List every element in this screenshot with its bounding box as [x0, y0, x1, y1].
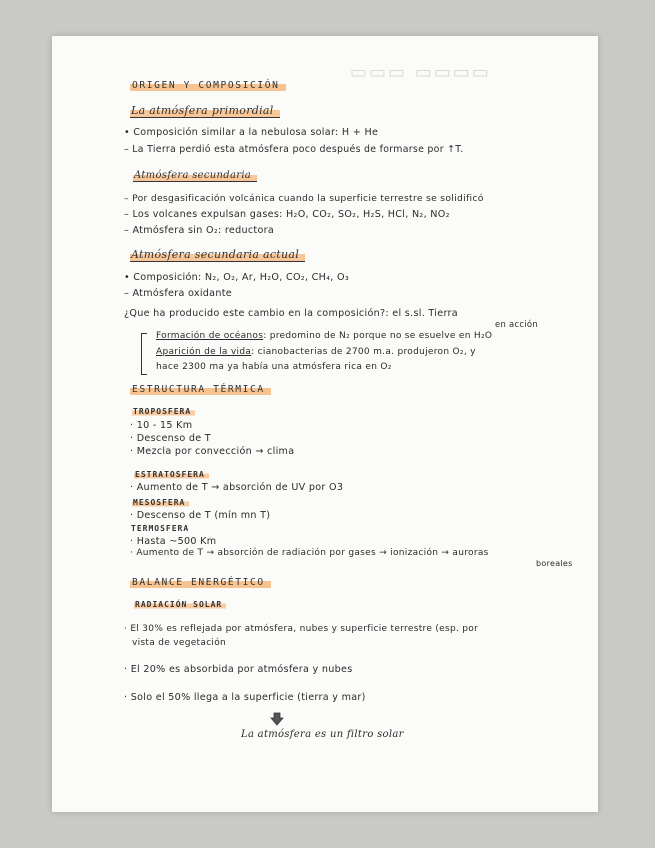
layer-estratosfera: ESTRATOSFERA	[134, 470, 209, 479]
troposfera-item-3: · Mezcla por convección → clima	[130, 446, 295, 457]
bullet-actual-2: – Atmósfera oxidante	[124, 288, 232, 299]
question-note: en acción	[495, 319, 538, 329]
bullet-primordial-2: – La Tierra perdió esta atmósfera poco después de formarse por ↑T.	[124, 144, 464, 155]
causes-bracket	[141, 333, 147, 375]
troposfera-item-2: · Descenso de T	[130, 433, 211, 444]
termosfera-item-1: · Hasta ~500 Km	[130, 536, 217, 547]
troposfera-item-1: · 10 - 15 Km	[130, 420, 193, 431]
bullet-secundaria-1: – Por desgasificación volcánica cuando la superficie terrestre se solidificó	[124, 193, 484, 204]
bullet-secundaria-2: – Los volcanes expulsan gases: H₂O, CO₂, SO₂, H₂S, HCl, N₂, NO₂	[124, 209, 450, 220]
balance-item-1: · El 30% es reflejada por atmósfera, nubes y superficie terrestre (esp. por	[124, 624, 479, 634]
cause-oceans-title: Formación de océanos	[156, 331, 264, 341]
layer-termosfera: TERMOSFERA	[131, 524, 190, 533]
heading-estructura: ESTRUCTURA TÉRMICA	[130, 384, 271, 396]
layer-mesosfera: MESOSFERA	[132, 498, 189, 507]
termosfera-item-2: · Aumento de T → absorción de radiación por gases → ionización → auroras	[130, 548, 489, 558]
subheading-primordial: La atmósfera primordial	[130, 104, 280, 118]
estratosfera-item-1: · Aumento de T → absorción de UV por O3	[130, 482, 344, 493]
cause-life-text: : cianobacterias de 2700 m.a. produjeron O₂, y	[251, 347, 476, 357]
balance-item-1-cont: vista de vegetación	[132, 638, 227, 648]
layer-troposfera: TROPOSFERA	[132, 407, 195, 416]
subheading-secundaria: Atmósfera secundaria	[133, 170, 257, 182]
bullet-primordial-1: • Composición similar a la nebulosa solar: H + He	[124, 127, 379, 138]
subheading-radiacion: RADIACIÓN SOLAR	[134, 600, 226, 609]
bullet-secundaria-3: – Atmósfera sin O₂: reductora	[124, 225, 275, 236]
show-through-mark: ▭▭▭ ▭▭▭▭	[350, 62, 491, 83]
subheading-actual: Atmósfera secundaria actual	[130, 248, 305, 262]
heading-balance: BALANCE ENERGÉTICO	[130, 577, 271, 589]
cause-oceans-text: : predomino de N₂ porque no se esuelve en H₂O	[263, 331, 493, 341]
conclusion-text: La atmósfera es un filtro solar	[241, 729, 404, 740]
cause-life	[156, 347, 476, 357]
question-text: ¿Que ha producido este cambio en la composición?: el s.sl. Tierra	[124, 308, 458, 319]
mesosfera-item-1: · Descenso de T (mín mn T)	[130, 510, 271, 521]
balance-item-2: · El 20% es absorbida por atmósfera y nubes	[124, 664, 353, 675]
heading-origen: ORIGEN Y COMPOSICIÓN	[130, 80, 286, 92]
bullet-actual-1: • Composición: N₂, O₂, Ar, H₂O, CO₂, CH₄, O₃	[124, 272, 350, 283]
cause-life-cont: hace 2300 ma ya había una atmósfera rica en O₂	[156, 362, 392, 372]
termosfera-note: boreales	[536, 559, 573, 568]
cause-life-title: Aparición de la vida	[156, 347, 252, 357]
balance-item-3: · Solo el 50% llega a la superficie (tierra y mar)	[124, 692, 366, 703]
cause-oceans	[156, 331, 492, 341]
down-arrow-icon	[270, 712, 284, 726]
